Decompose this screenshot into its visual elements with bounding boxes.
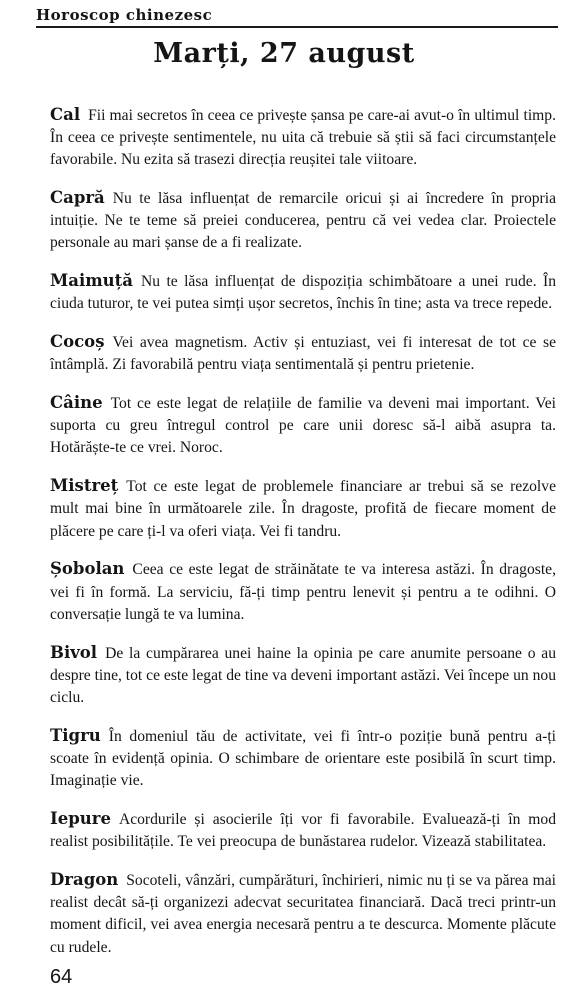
entry-text: Vei avea magnetism. Activ și entuziast, vei fi interesat de tot ce se întâmplă. Zi favorabilă pentru viața sentimentală și pentru prietenie. bbox=[50, 334, 556, 374]
page-number: 64 bbox=[50, 966, 73, 988]
horoscope-entries bbox=[50, 88, 556, 962]
running-header: Horoscop chinezesc bbox=[36, 6, 213, 24]
entry-iepure bbox=[50, 808, 556, 853]
entry-text: De la cumpărarea unei haine la opinia pe care anumite persoane o au despre tine, tot ce este legat de tine va deveni important astăzi. Vei începe un nou ciclu. bbox=[50, 644, 556, 707]
sign-name: Șobolan bbox=[50, 559, 125, 579]
entry-text: Fii mai secretos în ceea ce privește șansa pe care-ai avut-o în ultimul timp. În ceea ce privește sentimentele, nu uita că trebuie să știi să faci circumstanțele favorabile. Nu ezita să trasezi direcția reușitei tale viitoare. bbox=[50, 106, 556, 168]
entry-tigru bbox=[50, 725, 556, 793]
sign-name: Maimuță bbox=[50, 271, 133, 290]
entry-text: Ceea ce este legat de străinătate te va interesa astăzi. În dragoste, vei fi în formă. La serviciu, fă-ți timp pentru lenevit și pentru a te odihni. O conversație lungă te va lumina. bbox=[50, 561, 556, 623]
sign-name: Capră bbox=[50, 187, 105, 207]
entry-text: Nu te lăsa influențat de dispoziția schimbătoare a unei rude. În ciuda tuturor, te vei putea simți ușor secretos, închis în tine; asta va trece repede. bbox=[50, 273, 556, 313]
sign-name: Mistreț bbox=[50, 476, 119, 496]
sign-name: Tigru bbox=[50, 725, 101, 745]
entry-cal bbox=[50, 104, 556, 172]
entry-cocos bbox=[50, 331, 556, 376]
entry-text: Socoteli, vânzări, cumpărături, închirieri, nimic nu ți se va părea mai realist decât să-ți organizezi adecvat securitatea financiară. Dacă treci printr-un moment dificil, vei avea energia necesară pentru a te descurca. Momente plăcute cu rudele. bbox=[50, 872, 556, 956]
sign-name: Cal bbox=[50, 104, 81, 124]
entry-text: Acordurile și asocierile îți vor fi favorabile. Evaluează-ți în mod realist posibilitățile. Te vei preocupa de bunăstarea rudelor. Vizează stabilitatea. bbox=[50, 811, 556, 851]
sign-name: Iepure bbox=[50, 809, 111, 829]
entry-text: Tot ce este legat de problemele financiare ar trebui să se rezolve mult mai bine în următoarele zile. În dragoste, profită de fiecare moment de plăcere pe care ți-l va oferi viața. Vei fi tandru. bbox=[50, 478, 556, 540]
sign-name: Cocoș bbox=[50, 332, 105, 351]
header-rule bbox=[36, 26, 558, 28]
entry-sobolan bbox=[50, 558, 556, 626]
entry-dragon bbox=[50, 869, 556, 959]
sign-name: Bivol bbox=[50, 642, 98, 662]
entry-caine bbox=[50, 392, 556, 460]
entry-text: În domeniul tău de activitate, vei fi într-o poziție bună pentru a-ți scoate în evidență opinia. O schimbare de orientare este posibilă în scurt timp. Imaginație vie. bbox=[50, 727, 556, 790]
entry-maimuta bbox=[50, 270, 556, 315]
sign-name: Dragon bbox=[50, 870, 119, 890]
entry-mistret bbox=[50, 475, 556, 543]
entry-capra bbox=[50, 187, 556, 255]
entry-bivol bbox=[50, 642, 556, 710]
sign-name: Câine bbox=[50, 393, 103, 412]
entry-text: Nu te lăsa influențat de remarcile oricui și ai încredere în propria intuiție. Ne te teme să preiei conducerea, pentru că vei vedea clar. Proiectele personale au mari șanse de a fi realizate. bbox=[50, 189, 556, 252]
entry-text: Tot ce este legat de relațiile de familie va deveni mai important. Vei suporta cu greu întregul control pe care unii doresc să-l aibă asupra ta. Hotărăște-te ce vrei. Noroc. bbox=[50, 395, 556, 457]
date-heading: Marți, 27 august bbox=[153, 38, 415, 69]
